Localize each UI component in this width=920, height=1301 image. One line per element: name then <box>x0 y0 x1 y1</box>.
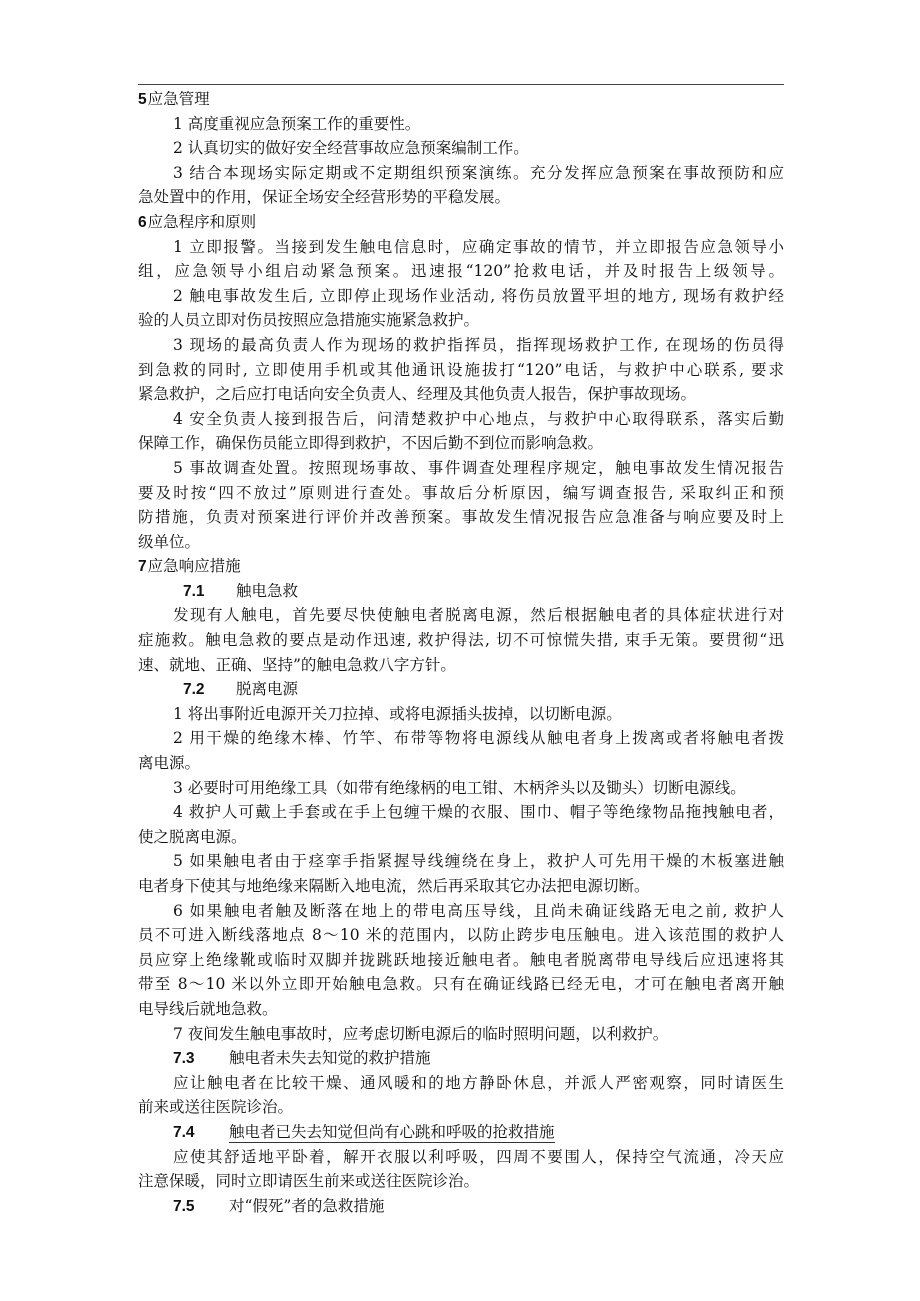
paragraph-line: 注意保暖，同时立即请医生前来或送往医院诊治。 <box>138 1172 480 1191</box>
subsection-7-3-heading <box>138 1046 784 1071</box>
paragraph-line: 前来或送往医院诊治。 <box>138 1098 294 1117</box>
section-5-heading <box>138 87 784 112</box>
subsection-7-1-heading <box>138 579 784 604</box>
subsection-7-4-heading <box>138 1120 784 1145</box>
subsection-7-5-heading <box>138 1194 784 1219</box>
subsection-title: 脱离电源 <box>236 680 299 699</box>
paragraph-line: 3 现场的最高负责人作为现场的救护指挥员，指挥现场救护工作, 在现场的伤员得 <box>173 335 784 354</box>
paragraph-line: 急处置中的作用，保证全场安全经营形势的平稳发展。 <box>138 188 511 207</box>
paragraph-line: 发现有人触电，首先要尽快使触电者脱离电源，然后根据触电者的具体症状进行对 <box>173 606 784 625</box>
subsection-number: 7.5 <box>173 1197 195 1215</box>
section-6-heading <box>138 210 784 235</box>
subsection-title: 触电者未失去知觉的救护措施 <box>229 1049 431 1068</box>
subsection-number: 7.4 <box>173 1123 195 1141</box>
paragraph-line: 1 立即报警。当接到发生触电信息时，应确定事故的情节，并立即报告应急领导小 <box>173 237 784 256</box>
paragraph-line: 4 安全负责人接到报告后，问清楚救护中心地点，与救护中心取得联系，落实后勤 <box>173 409 784 428</box>
paragraph: 3 必要时可用绝缘工具（如带有绝缘柄的电工钳、木柄斧头以及锄头）切断电源线。 <box>173 778 746 797</box>
paragraph-line: 症施救。触电急救的要点是动作迅速, 救护得法, 切不可惊慌失措, 束手无策。要贯彻“迅 <box>138 631 784 650</box>
paragraph: 7 夜间发生触电事故时，应考虑切断电源后的临时照明问题，以利救护。 <box>173 1024 669 1043</box>
subsection-7-2-heading <box>138 677 784 702</box>
paragraph-line: 5 事故调查处置。按照现场事故、事件调查处理程序规定，触电事故发生情况报告 <box>173 458 784 477</box>
paragraph-line: 组，应急领导小组启动紧急预案。迅速报“120”抢救电话，并及时报告上级领导。 <box>138 262 784 281</box>
paragraph-line: 紧急救护，之后应打电话向安全负责人、经理及其他负责人报告，保护事故现场。 <box>138 385 697 404</box>
paragraph-line: 6 如果触电者触及断落在地上的带电高压导线，且尚未确证线路无电之前, 救护人 <box>173 901 784 920</box>
paragraph-line: 保障工作，确保伤员能立即得到救护，不因后勤不到位而影响急救。 <box>138 434 604 453</box>
section-number: 6 <box>138 213 147 231</box>
paragraph-line: 级单位。 <box>138 532 201 551</box>
paragraph-line: 5 如果触电者由于痉挛手指紧握导线缠绕在身上，救护人可先用干燥的木板塞进触 <box>173 852 784 871</box>
paragraph-line: 2 用干燥的绝缘木棒、竹竿、布带等物将电源线从触电者身上拨离或者将触电者拨 <box>173 729 784 748</box>
paragraph-line: 2 触电事故发生后, 立即停止现场作业活动, 将伤员放置平坦的地方, 现场有救护经 <box>173 286 784 305</box>
paragraph: 1 将出事附近电源开关刀拉掉、或将电源插头拔掉，以切断电源。 <box>173 704 622 723</box>
section-7-heading <box>138 554 784 579</box>
paragraph-line: 速、就地、正确、坚持”的触电急救八字方针。 <box>138 655 456 674</box>
paragraph-line: 电导线后就地急救。 <box>138 999 278 1018</box>
section-title: 应急响应措施 <box>147 557 241 576</box>
paragraph-line: 验的人员立即对伤员按照应急措施实施紧急救护。 <box>138 311 480 330</box>
subsection-number: 7.1 <box>183 582 205 600</box>
paragraph-line: 防措施，负责对预案进行评价并改善预案。事故发生情况报告应急准备与响应要及时上 <box>138 508 784 527</box>
document-body <box>138 87 784 1218</box>
paragraph-line: 电者身下使其与地绝缘来隔断入地电流，然后再采取其它办法把电源切断。 <box>138 877 650 895</box>
paragraph: 2 认真切实的做好安全经营事故应急预案编制工作。 <box>173 139 529 158</box>
paragraph-line: 应使其舒适地平卧着，解开衣服以利呼吸，四周不要围人，保持空气流通，冷天应 <box>173 1147 784 1166</box>
subsection-title: 对“假死”者的急救措施 <box>229 1196 385 1215</box>
paragraph-line: 离电源。 <box>138 754 201 773</box>
subsection-number: 7.3 <box>173 1050 195 1068</box>
subsection-title: 触电急救 <box>236 581 299 600</box>
section-number: 5 <box>138 91 147 108</box>
section-number: 7 <box>138 558 147 576</box>
section-title: 应急管理 <box>147 90 210 108</box>
paragraph-line: 应让触电者在比较干燥、通风暖和的地方静卧休息，并派人严密观察，同时请医生 <box>173 1073 784 1092</box>
subsection-title: 触电者已失去知觉但尚有心跳和呼吸的抢救措施 <box>229 1122 555 1141</box>
paragraph-line: 使之脱离电源。 <box>138 827 247 846</box>
paragraph-line: 4 救护人可戴上手套或在手上包缠干燥的衣服、围巾、帽子等绝缘物品拖拽触电者， <box>173 803 784 822</box>
header-rule <box>138 84 784 85</box>
paragraph-line: 到急救的同时, 立即使用手机或其他通讯设施拔打“120”电话，与救护中心联系, 要求 <box>138 360 784 379</box>
section-title: 应急程序和原则 <box>147 212 257 231</box>
paragraph-line: 员应穿上绝缘靴或临时双脚并拢跳跃地接近触电者。触电者脱离带电导线后应迅速将其 <box>138 950 784 969</box>
subsection-number: 7.2 <box>183 681 205 699</box>
paragraph-line: 员不可进入断线落地点 8～10 米的范围内，以防止跨步电压触电。进入该范围的救护人 <box>138 926 784 945</box>
paragraph-line: 带至 8～10 米以外立即开始触电急救。只有在确证线路已经无电，才可在触电者离开触 <box>138 975 784 994</box>
paragraph: 1 高度重视应急预案工作的重要性。 <box>173 114 421 133</box>
paragraph-line: 3 结合本现场实际定期或不定期组织预案演练。充分发挥应急预案在事故预防和应 <box>173 163 784 182</box>
paragraph-line: 要及时按“四不放过”原则进行查处。事故后分析原因，编写调查报告, 采取纠正和预 <box>138 483 784 502</box>
